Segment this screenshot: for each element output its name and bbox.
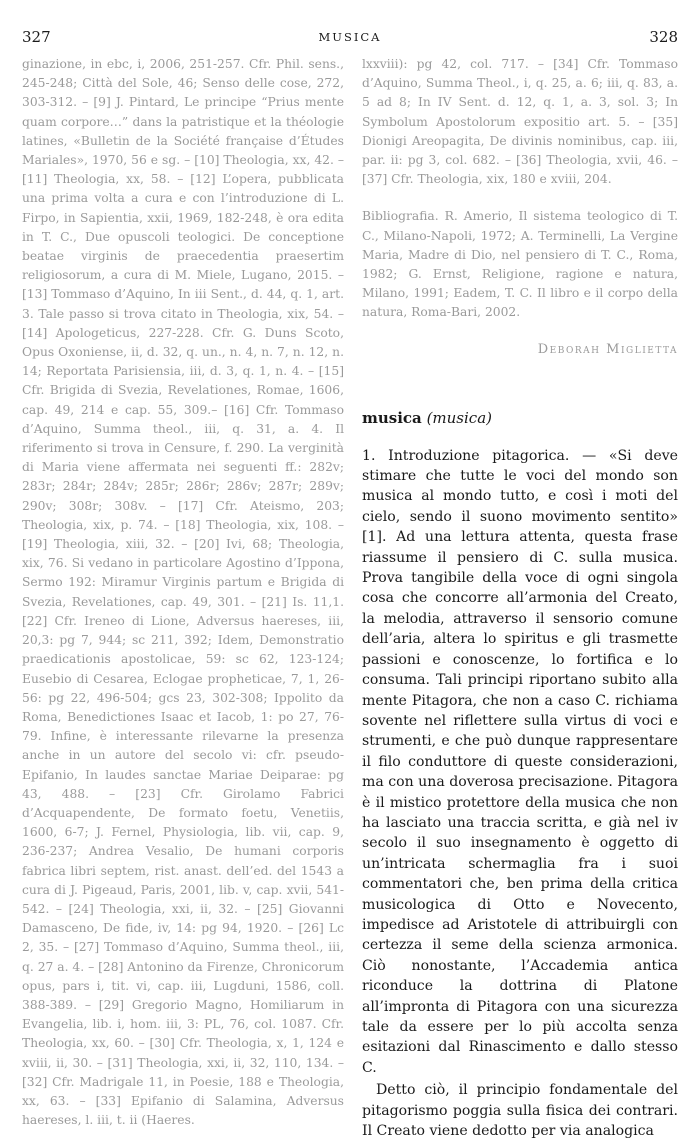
footnotes-text: ginazione, in ebc, i, 2006, 251-257. Cfr. Phil. sens., 245-248; Città del Sole, 46; Senso delle cose, 272, 303-312. – [9] J. Pintard, Le principe “Prius mente quam corpore…” dans la patristique et la théologie latines, «Bulletin de la Société française d’Études Mariales», 1970, 56 e sg. – [10] Theologia, xx, 42. – [11] Theologia, xx, 58. – [12] L’opera, pubblicata una prima volta a cura e con l’introduzione di L. Firpo, in Sapientia, xxii, 1969, 182-248, è ora edita in T. C., Due opuscoli teologici. De conceptione beatae virginis de praecedentia praesertim religiosorum, a cura di M. Miele, Lugano, 2015. – [13] Tommaso d’Aquino, In iii Sent., d. 44, q. 1, art. 3. Tale passo si trova citato in Theologia, xix, 54. – [14] Apologeticus, 227-228. Cfr. G. Duns Scoto, Opus Oxoniense, ii, d. 32, q. un., n. 4, n. 7, n. 12, n. 14; Reportata Parisiensia, iii, d. 3, q. 1, n. 4. – [15] Cfr. Brigida di Svezia, Revelationes, Romae, 1606, cap. 49, 214 e cap. 55, 309.– [16] Cfr. Tommaso d’Aquino, Summa theol., iii, q. 31, a. 4. Il riferimento si trova in Censure, f. 290. La verginità di Maria viene affermata nei seguenti ff.: 282v; 283r; 284r; 284v; 285r; 286r; 286v; 287r; 289v; 290v; 308r; 308v. – [17] Cfr. Ateismo, 203; Theologia, xix, p. 74. – [18] Theologia, xix, 108. – [19] Theologia, xiii, 32. – [20] Ivi, 68; Theologia, xix, 76. Si vedano in particolare Agostino d’Ippona, Sermo 192: Miramur Virginis partum e Brigida di Svezia, Revelationes, cap. 49, 301. – [21] Is. 11,1. [22] Cfr. Ireneo di Lione, Adversus haereses, iii, 20,3: pg 7, 944; sc 211, 392; Idem, Demonstratio praedicationis apostolicae, 59: sc 62, 123-124; Eusebio di Cesarea, Eclogae propheticae, 7, 1, 26-56: pg 22, 496-504; gcs 23, 302-308; Ippolito da Roma, Benedictiones Isaac et Iacob, 1: po 27, 76-79. Infine, è interessante rilevarne la presenza anche in un autore del secolo vi: cfr. pseudo-Epifanio, In laudes sanctae Mariae Deiparae: pg 43, 488. – [23] Cfr. Girolamo Fabrici d’Acquapendente, De formato foetu, Venetiis, 1600, 6-7; J. Fernel, Physiologia, lib. vii, cap. 9, 236-237; Andrea Vesalio, De humani corporis fabrica libri septem, rist. anast. dell’ed. del 1543 a cura di J. Pigeaud, Paris, 2001, lib. v, cap. xvii, 541-542. – [24] Theologia, xxi, ii, 32. – [25] Giovanni Damasceno, De fide, iv, 14: pg 94, 1920. – [26] Lc 2, 35. – [27] Tommaso d’Aquino, Summa theol., iii, q. 27 a. 4. – [28] Antonino da Firenze, Chronicorum opus, pars i, tit. vi, cap. iii, Lugduni, 1586, coll. 388-389. – [29] Gregorio Magno, Homiliarum in Evangelia, lib. i, hom. iii, 3: PL, 76, col. 1087. Cfr. Theologia, xx, 60. – [30] Cfr. Theologia, x, 1, 124 e xviii, ii, 30. – [31] Theologia, xxi, ii, 32, 110, 134. – [32] Cfr. Madrigale 11, in Poesie, 188 e Theologia, xx, 63. – [33] Epifanio di Salamina, Adversus haereses, l. iii, t. ii (Haeres. xyxy=(22,57,344,1128)
entry-heading xyxy=(362,409,678,427)
footnotes-continued: lxxviii): pg 42, col. 717. – [34] Cfr. Tommaso d’Aquino, Summa Theol., i, q. 25, a. 6; iii, q. 83, a. 5 ad 8; In IV Sent. d. 12, q. 1, a. 3, sol. 3; In Symbolum Apostolorum expositio art. 5. – [35] Dionigi Areopagita, De divinis nominibus, cap. iii, par. ii: pg 3, col. 682. – [36] Theologia, xvii, 46. – [37] Cfr. Theologia, xix, 180 e xviii, 204. xyxy=(362,57,678,187)
entry-headword: musica xyxy=(362,408,422,427)
entry-body xyxy=(362,446,678,1141)
left-column-notes xyxy=(22,55,344,1130)
bibliography: Bibliografia. R. Amerio, Il sistema teologico di T. C., Milano-Napoli, 1972; A. Terminelli, La Vergine Maria, Madre di Dio, nel pensiero di T. C., Roma, 1982; G. Ernst, Religione, ragione e natura, Milano, 1991; Eadem, T. C. Il libro e il corpo della natura, Roma-Bari, 2002. xyxy=(362,209,678,320)
right-column xyxy=(362,55,678,1141)
body-paragraph-1: 1. Introduzione pitagorica. — «Si deve stimare che tutte le voci del mondo son musica al mondo tutto, e così i moti del cielo, sendo il suono movimento sentito» [1]. Ad una lettura attenta, questa frase riassume il pensiero di C. sulla musica. Prova tangibile della voce di ogni singola cosa che concorre all’armonia del Creato, la melodia, attraverso il sensorio comune dell’aria, altera lo spiritus e gli trasmette passioni e conoscenze, lo fortifica e lo consuma. Tali principi riportano subito alla mente Pitagora, che non a caso C. richiama sovente nel riflettere sulla virtus di voci e strumenti, e che può dunque rappresentare il filo conduttore di queste considerazioni, ma con una doverosa precisazione. Pitagora è il mistico protettore della musica che non ha lasciato una traccia scritta, e già nel iv secolo il suo insegnamento è oggetto di un’intricata schermaglia fra i suoi commentatori che, ben prima della critica musicologica di Otto e Novecento, impedisce ad Aristotele di attribuirgli con certezza il seme della scienza armonica. Ciò nonostante, l’Accademia antica riconduce la dottrina di Platone all’impronta di Pitagora con una sicurezza tale da essere per lo più accolta senza esitazioni dal Rinascimento e dallo stesso C. xyxy=(362,447,679,1076)
running-title: MUSICA xyxy=(318,30,382,44)
page-number-left: 327 xyxy=(22,28,51,46)
body-paragraph-2: Detto ciò, il principio fondamentale del pitagorismo poggia sulla fisica dei contrari. Il Creato viene dedotto per via analogica xyxy=(362,1082,678,1140)
entry-headword-gloss: (musica) xyxy=(426,408,492,427)
page-header xyxy=(0,28,700,48)
page-number-right: 328 xyxy=(649,28,678,46)
author-signature: Deborah Miglietta xyxy=(537,341,678,357)
